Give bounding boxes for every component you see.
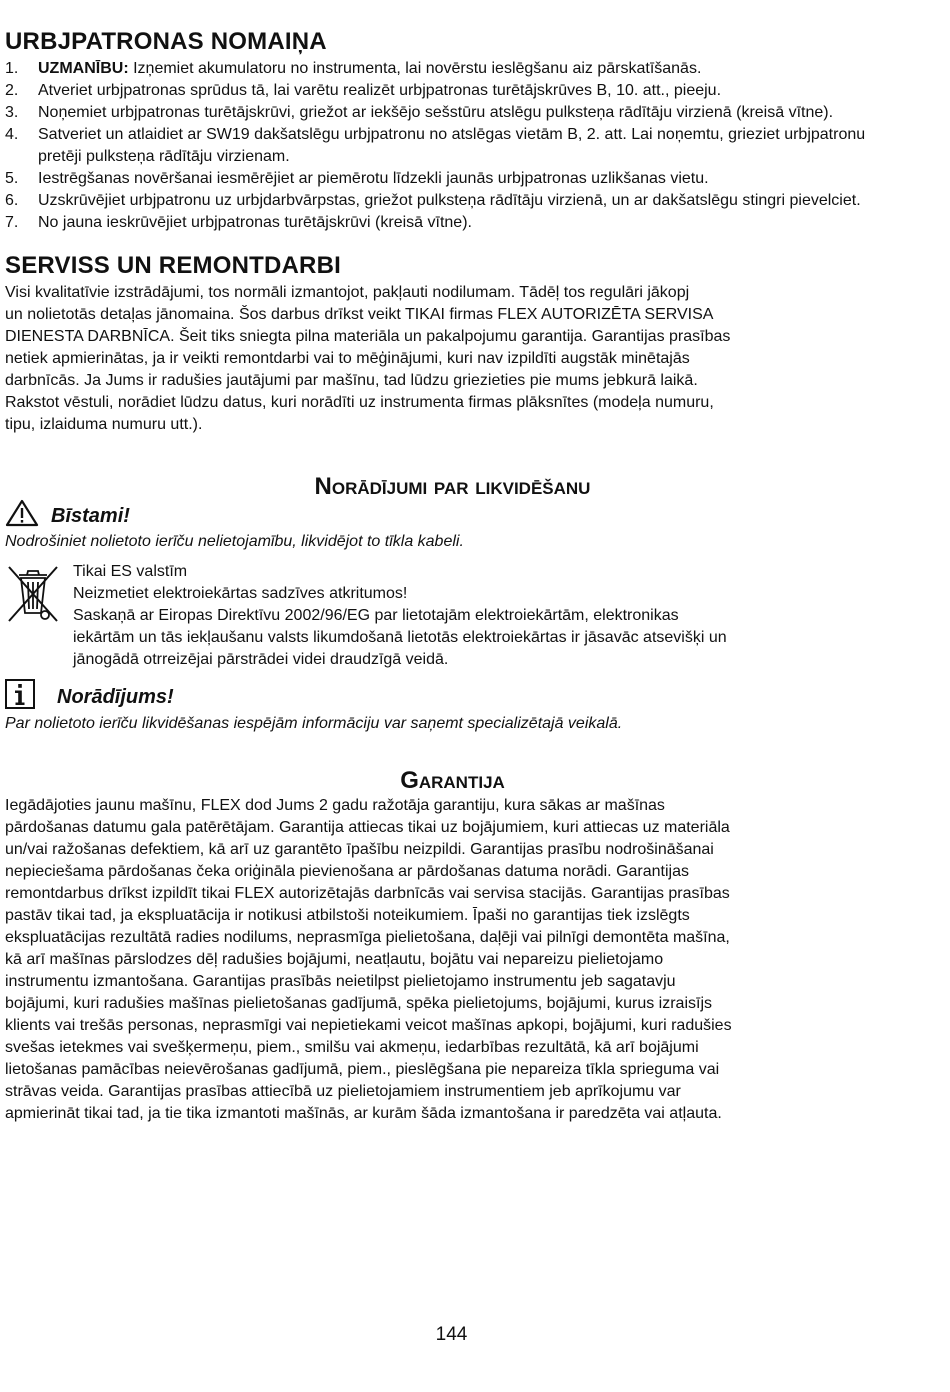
step-list — [5, 58, 900, 234]
weee-text — [73, 561, 900, 671]
list-item — [5, 80, 900, 102]
text-line: bojājumi, kuri radušies mašīnas pielietošanas gadījumā, spēka pielietojums, bojājumi, kurus izraisījs — [5, 995, 712, 1012]
text-line: jānogādā otrreizējai pārstrādei videi draudzīgā veidā. — [73, 651, 449, 668]
step-body: Atveriet urbjpatronas sprūdus tā, lai varētu realizēt urbjpatronas turētājskrūves B, 10. att., pieeju. — [38, 82, 722, 99]
list-item — [5, 190, 900, 212]
service-paragraph — [5, 282, 900, 436]
step-number: 4. — [5, 126, 19, 143]
text-line: iekārtām un tās iekļaušanu valsts likumdošanā lietotās elektroiekārtas ir jāsavāc atsevišķi un — [73, 629, 727, 646]
step-body: No jauna ieskrūvējiet urbjpatronas turētājskrūvi (kreisā vītne). — [38, 214, 472, 231]
text-line: tipu, izlaiduma numuru utt.). — [5, 416, 203, 433]
step-text — [38, 212, 900, 234]
step-text — [38, 58, 900, 80]
list-item — [5, 212, 900, 234]
text-line: Iegādājoties jaunu mašīnu, FLEX dod Jums 2 gadu ražotāja garantiju, kura sākas ar mašīnas — [5, 797, 665, 814]
step-body: Satveriet un atlaidiet ar SW19 dakšatslēgu urbjpatronu no atslēgas vietām B, 2. att. Lai noņemtu, grieziet urbjpatronu pretēji pulksteņa rādītāju virzienam. — [38, 126, 866, 165]
note-heading — [5, 681, 900, 713]
section-title-chuck-replacement: URBJPATRONAS NOMAIŅA — [5, 28, 327, 55]
step-text — [38, 124, 900, 168]
info-icon — [5, 679, 35, 716]
list-item — [5, 168, 900, 190]
section-title-service: SERVISS UN REMONTDARBI — [5, 252, 341, 279]
step-text — [38, 168, 900, 190]
text-line: lietošanas pamācības neievērošanas gadījumā, piem., pieslēgšana pie nepareiza tīkla sprieguma vai — [5, 1061, 720, 1078]
section-title-disposal: Norādījumi par likvidēšanu — [314, 473, 591, 500]
step-body: Noņemiet urbjpatronas turētājskrūvi, griežot ar iekšējo sešstūru atslēgu pulksteņa rādītāju virzienā (kreisā vītne). — [38, 104, 834, 121]
warranty-paragraph — [5, 795, 900, 1125]
section-title-warranty: Garantija — [400, 767, 505, 794]
step-body: Uzskrūvējiet urbjpatronu uz urbjdarbvārpstas, griežot pulksteņa rādītāju virzienā, un ar dakšatslēgu stingri pievelciet. — [38, 192, 861, 209]
step-number: 1. — [5, 60, 19, 77]
text-line: pastāv tikai tad, ja ekspluatācija ir notikusi atbilstoši noteikumiem. Īpaši no garantijas tiek izslēgts — [5, 907, 690, 924]
text-line: apmierināt tikai tad, ja tie tika izmantoti mašīnās, ar kurām šāda izmantošana ir paredzēta vai atļauta. — [5, 1105, 722, 1122]
step-number: 7. — [5, 214, 19, 231]
text-line: un/vai ražošanas defektiem, kā arī uz garantēto īpašību neizpildi. Garantijas prasību nodrošināšanai — [5, 841, 714, 858]
list-item — [5, 58, 900, 80]
text-line: klients vai trešās personas, neprasmīgi vai nepietiekami veicot mašīnas apkopi, bojājumi, kuri radušies — [5, 1017, 732, 1034]
step-body: Iestrēgšanas novēršanai iesmērējiet ar piemērotu līdzekli jaunās urbjpatronas uzlikšanas vietu. — [38, 170, 709, 187]
page-number: 144 — [435, 1324, 468, 1345]
text-line: un nolietotās detaļas jānomaina. Šos darbus drīkst veikt TIKAI firmas FLEX AUTORIZĒTA SERVISA — [5, 306, 714, 323]
text-line: kā arī mašīnas pārslodzes dēļ radušies bojājumi, neatļautu, bojātu vai nepareizu pielietojamo — [5, 951, 664, 968]
text-line: Visi kvalitatīvie izstrādājumi, tos normāli izmantojot, pakļauti nodilumam. Tādēļ tos regulāri jākopj — [5, 284, 690, 301]
list-item — [5, 124, 900, 168]
text-line: Tikai ES valstīm — [73, 563, 188, 580]
warning-text: Nodrošiniet nolietoto ierīču nelietojamību, likvidējot to tīkla kabeli. — [5, 533, 464, 550]
document-page — [5, 28, 900, 1125]
step-text — [38, 102, 900, 124]
weee-block — [5, 561, 900, 671]
step-number: 3. — [5, 104, 19, 121]
text-line: strāvas veida. Garantijas prasības attiecībā uz pielietojamiem instrumentiem jeb aprīkojumu var — [5, 1083, 681, 1100]
crossed-out-bin-icon — [5, 561, 67, 671]
step-body: Izņemiet akumulatoru no instrumenta, lai novērstu ieslēgšanu aiz pārskatīšanās. — [128, 60, 702, 77]
step-text — [38, 80, 900, 102]
text-line: DIENESTA DARBNĪCA. Šeit tiks sniegta pilna materiāla un pakalpojumu garantija. Garantijas prasības — [5, 328, 731, 345]
warning-label: Bīstami! — [51, 505, 130, 527]
note-text: Par nolietoto ierīču likvidēšanas iespējām informāciju var saņemt specializētajā veikalā. — [5, 715, 623, 732]
list-item — [5, 102, 900, 124]
step-text — [38, 190, 900, 212]
text-line: nepieciešama pārdošanas čeka oriģināla pievienošana ar pārdošanas datuma norādi. Garantijas — [5, 863, 689, 880]
text-line: darbnīcās. Ja Jums ir radušies jautājumi par mašīnu, tad lūdzu griezieties pie mums jebkurā laikā. — [5, 372, 698, 389]
text-line: Neizmetiet elektroiekārtas sadzīves atkritumos! — [73, 585, 408, 602]
text-line: pārdošanas datumu gala patērētājam. Garantija attiecas tikai uz bojājumiem, kuri attiecas uz materiāla — [5, 819, 730, 836]
warning-heading — [5, 501, 900, 531]
text-line: Saskaņā ar Eiropas Direktīvu 2002/96/EG par lietotajām elektroiekārtām, elektronikas — [73, 607, 679, 624]
text-line: svešas ietekmes vai svešķermeņu, piem., smilšu vai akmeņu, iedarbības rezultātā, kā arī bojājumi — [5, 1039, 699, 1056]
step-warning-label: UZMANĪBU: — [38, 60, 129, 77]
text-line: Rakstot vēstuli, norādiet lūdzu datus, kuri norādīti uz instrumenta firmas plāksnītes (modeļa numuru, — [5, 394, 714, 411]
text-line: netiek apmierinātas, ja ir veikti remontdarbi vai to mēģinājumi, kuri nav izpildīti augstāk minētajās — [5, 350, 690, 367]
step-number: 2. — [5, 82, 19, 99]
warning-triangle-icon — [5, 499, 39, 534]
text-line: instrumentu izmantošana. Garantijas prasībās neietilpst pielietojamo instrumentu jeb sagatavju — [5, 973, 676, 990]
text-line: remontdarbus drīkst izpildīt tikai FLEX autorizētajās darbnīcās vai servisa stacijās. Garantijas prasības — [5, 885, 730, 902]
step-number: 5. — [5, 170, 19, 187]
note-label: Norādījums! — [57, 686, 174, 708]
text-line: ekspluatācijas rezultātā radies nodilums, neprasmīga pielietošana, daļēji vai pilnīgi demontēta mašīna, — [5, 929, 730, 946]
step-number: 6. — [5, 192, 19, 209]
